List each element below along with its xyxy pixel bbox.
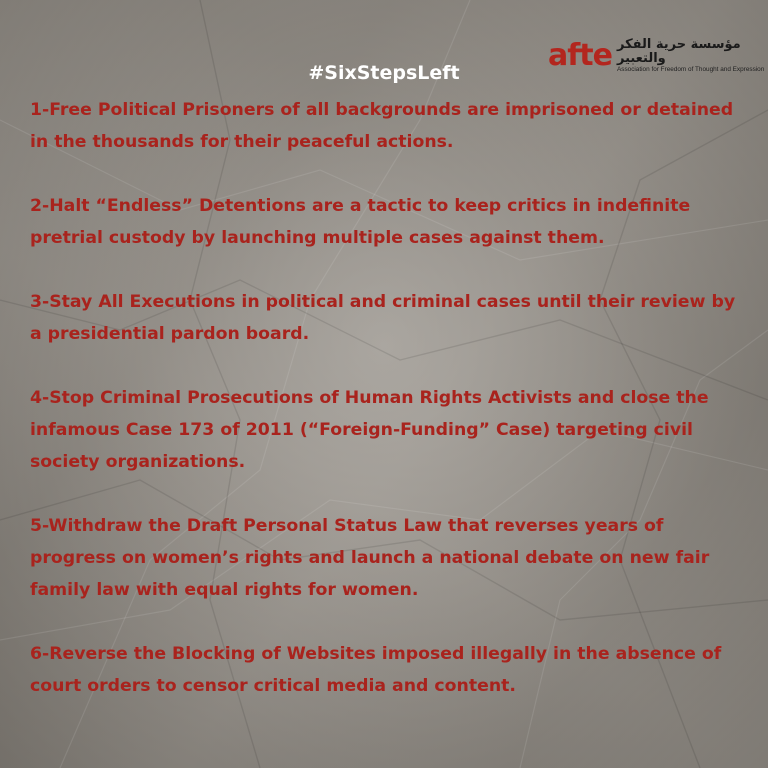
step-5: 5-Withdraw the Draft Personal Status Law that reverses years of progress on women’s rights and launch a national debate on new fair family law with equal rights for women. [30,516,710,600]
step-6: 6-Reverse the Blocking of Websites imposed illegally in the absence of court orders to censor critical media and content. [30,644,722,696]
step-3: 3-Stay All Executions in political and criminal cases until their review by a presidential pardon board. [30,292,736,344]
steps-list [30,94,742,734]
afte-english-name: Association for Freedom of Thought and Expression [616,66,765,73]
afte-arabic-name: مؤسسة حرية الفكر والتعبير [616,37,741,66]
step-1: 1-Free Political Prisoners of all backgrounds are imprisoned or detained in the thousands for their peaceful actions. [30,100,734,152]
afte-logo-mark: afte [548,38,612,73]
step-4: 4-Stop Criminal Prosecutions of Human Rights Activists and close the infamous Case 173 of 2011 (“Foreign-Funding” Case) targeting civil society organizations. [30,388,709,472]
step-2: 2-Halt “Endless” Detentions are a tactic to keep critics in indefinite pretrial custody by launching multiple cases against them. [30,196,691,248]
hashtag-title: #SixStepsLeft [308,62,460,84]
